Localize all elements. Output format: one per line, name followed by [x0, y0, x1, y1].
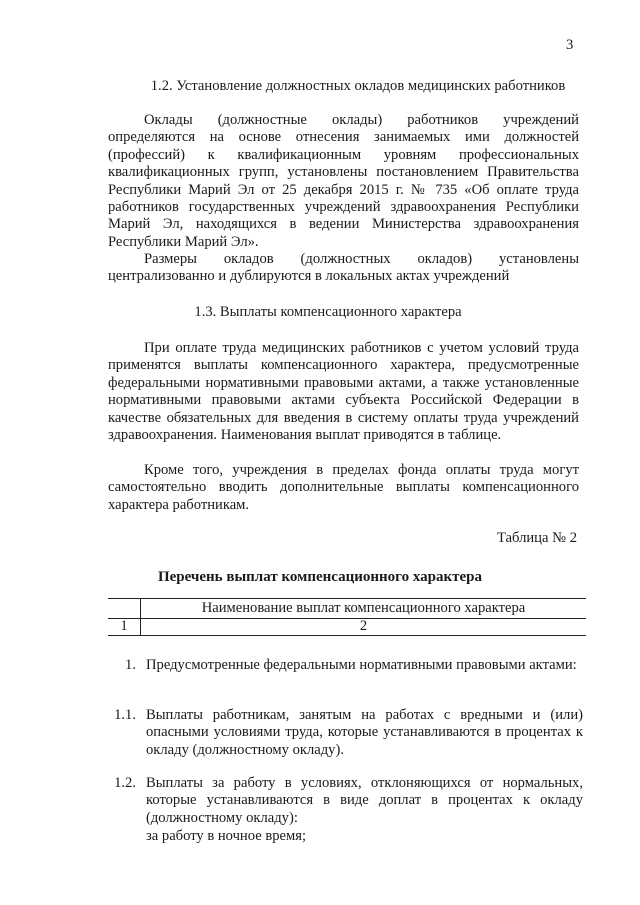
- paragraph: Оклады (должностные оклады) работников учреждений определяются на основе отнесения занимаемых ими должностей (профессий) к квалификационным уровням профессиональных квалификационных групп, установлены постановлением Правительства Республики Марий Эл от 25 декабря 2015 г. № 735 «Об оплате труда работников государственных учреждений здравоохранения Республики Марий Эл, находящихся в ведении Министерства здравоохранения Республики Марий Эл».: [108, 112, 579, 250]
- table-header-cell: Наименование выплат компенсационного характера: [201, 600, 526, 616]
- list-item-text: Выплаты работникам, занятым на работах с вредными и (или) опасными условиями труда, которые устанавливаются в процентах к окладу (должностному окладу).: [146, 707, 583, 758]
- list-item-subtext: за работу в ночное время;: [146, 828, 307, 844]
- table-title: Перечень выплат компенсационного характера: [157, 569, 483, 585]
- list-item-number: 1.: [125, 657, 136, 673]
- list-item-text: Предусмотренные федеральными нормативными правовыми актами:: [146, 657, 577, 673]
- page-number: 3: [566, 37, 574, 53]
- paragraph: Размеры окладов (должностных окладов) установлены централизованно и дублируются в локальных актах учреждений: [108, 251, 579, 285]
- paragraph: При оплате труда медицинских работников с учетом условий труда применятся выплаты компенсационного характера, предусмотренные федеральными нормативными правовыми актами, а также установленные нормативными правовыми актами субъекта Российской Федерации в качестве обязательных для введения в систему оплаты труда учреждений здравоохранения. Наименования выплат приводятся в таблице.: [108, 340, 579, 444]
- section-heading-1-2: 1.2. Установление должностных окладов медицинских работников: [150, 78, 566, 94]
- list-item-number: 1.2.: [114, 775, 136, 791]
- table-col-number-1: 1: [120, 618, 128, 634]
- table-number: Таблица № 2: [497, 530, 577, 546]
- list-item-number: 1.1.: [114, 707, 136, 723]
- section-heading-1-3: 1.3. Выплаты компенсационного характера: [194, 304, 462, 320]
- table-col-number-2: 2: [359, 618, 368, 634]
- paragraph: Кроме того, учреждения в пределах фонда оплаты труда могут самостоятельно вводить дополнительные выплаты компенсационного характера работникам.: [108, 462, 579, 513]
- list-item-text: Выплаты за работу в условиях, отклоняющихся от нормальных, которые устанавливаются в виде доплат в процентах к окладу (должностному окладу):: [146, 775, 583, 826]
- table-top-border: [108, 598, 586, 599]
